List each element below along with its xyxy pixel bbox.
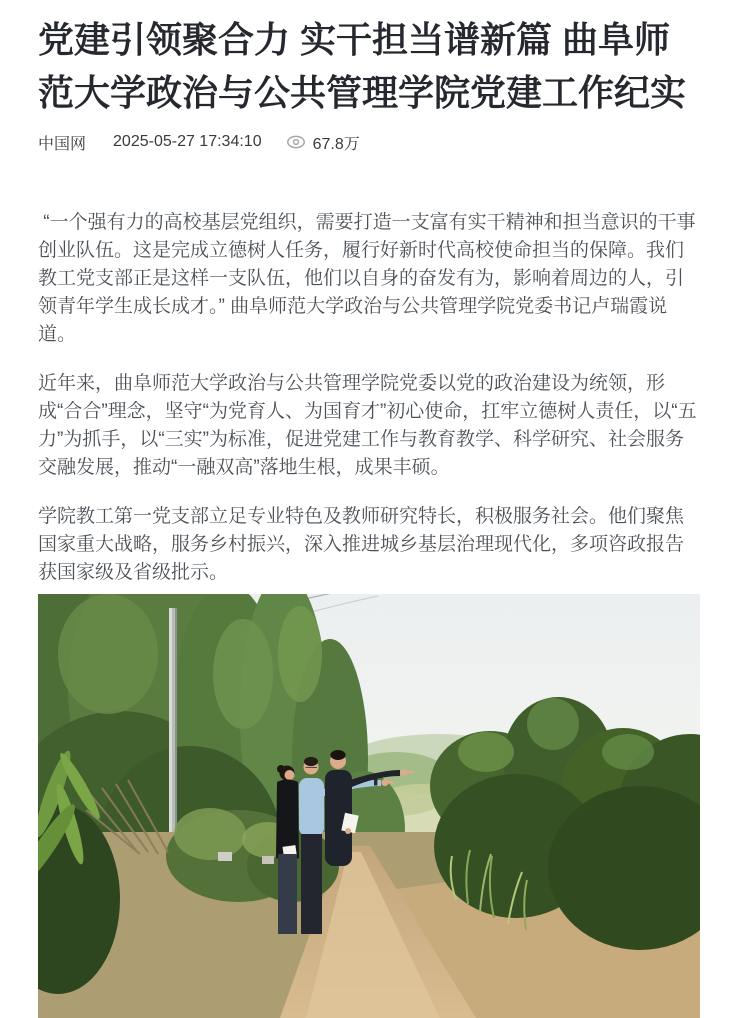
- article-body: [38, 209, 700, 1018]
- person-woman: [276, 765, 299, 934]
- article-title: 党建引领聚合力 实干担当谱新篇 曲阜师范大学政治与公共管理学院党建工作纪实: [38, 19, 687, 113]
- source-name[interactable]: 中国网: [38, 135, 87, 153]
- views-count: 67.8万: [312, 135, 360, 153]
- publish-time: 2025-05-27 17:34:10: [113, 133, 262, 150]
- article-photo: [38, 594, 700, 1018]
- paragraph-3: 学院教工第一党支部立足专业特色及教师研究特长，积极服务社会。他们聚焦国家重大战略，服务乡村振兴，深入推进城乡基层治理现代化，多项咨政报告获国家级及省级批示。: [38, 506, 685, 583]
- paragraph-2: 近年来，曲阜师范大学政治与公共管理学院党委以党的政治建设为统领，形成“合合”理念，坚守“为党育人、为国育才”初心使命，扛牢立德树人责任，以“五力”为抓手，以“三实”为标准，促进党建工作与教育教学、科学研究、社会服务交融发展，推动“一融双高”落地生根，成果丰硕。: [38, 373, 697, 478]
- eye-icon: [286, 135, 306, 149]
- paragraph-1: “一个强有力的高校基层党组织，需要打造一支富有实干精神和担当意识的干事创业队伍。这是完成立德树人任务，履行好新时代高校使命担当的保障。我们教工党支部正是这样一支队伍，他们以自身的奋发有为，影响着周边的人，引领青年学生成长成才。” 曲阜师范大学政治与公共管理学院党委书记卢瑞霞说道。: [38, 212, 696, 345]
- views-counter: [286, 131, 360, 154]
- article-meta: [38, 131, 700, 153]
- rural-field-visit-photo: [38, 594, 700, 1018]
- utility-pole: [169, 608, 177, 846]
- concrete-block: [218, 852, 232, 861]
